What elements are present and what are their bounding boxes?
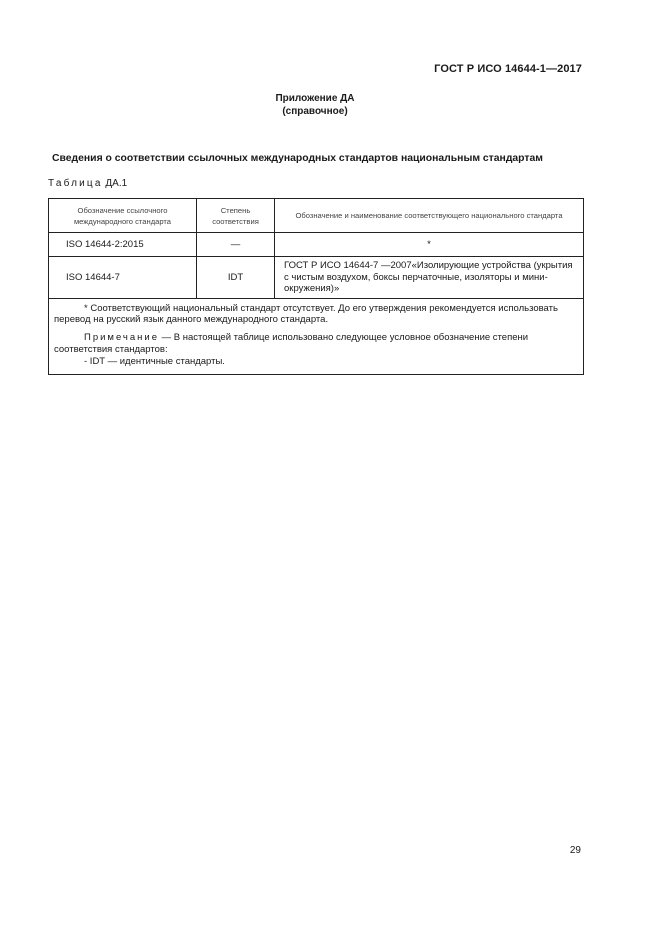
table-note bbox=[54, 332, 578, 356]
annex-title: Приложение ДА bbox=[275, 93, 355, 104]
table-row bbox=[49, 233, 584, 257]
table-footnote: * Соответствующий национальный стандарт отсутствует. До его утверждения рекомендуется использовать перевод на русский язык данного международного стандарта. bbox=[54, 302, 558, 326]
correspondence-table bbox=[48, 198, 584, 375]
note-item: - IDT — идентичные стандарты. bbox=[84, 355, 225, 367]
annex-subtitle: (справочное) bbox=[282, 106, 348, 117]
cell-degree: — bbox=[197, 233, 275, 257]
table-caption-word: Таблица bbox=[48, 178, 103, 189]
note-text: — В настоящей таблице использовано следующее условное обозначение степени соответствия стандартов: bbox=[54, 332, 529, 355]
cell-national-standard: * bbox=[275, 233, 584, 257]
document-id: ГОСТ Р ИСО 14644-1—2017 bbox=[434, 63, 582, 75]
page-number: 29 bbox=[569, 845, 581, 856]
annex-heading bbox=[0, 92, 630, 118]
section-title: Сведения о соответствии ссылочных международных стандартов национальным стандартам bbox=[52, 153, 543, 164]
table-notes bbox=[49, 298, 584, 375]
table-caption-number: ДА.1 bbox=[105, 178, 128, 189]
cell-ref-standard: ISO 14644-7 bbox=[49, 257, 197, 299]
table-notes-row bbox=[49, 298, 584, 375]
table-header-row bbox=[49, 199, 584, 233]
note-label: Примечание bbox=[84, 332, 159, 344]
header-degree: Степень соответствия bbox=[197, 199, 275, 233]
cell-degree: IDT bbox=[197, 257, 275, 299]
cell-ref-standard: ISO 14644-2:2015 bbox=[49, 233, 197, 257]
header-ref-standard: Обозначение ссылочного международного стандарта bbox=[49, 199, 197, 233]
cell-national-standard: ГОСТ Р ИСО 14644-7 —2007«Изолирующие устройства (укрытия с чистым воздухом, боксы перчаточные, изоляторы и мини-окружения)» bbox=[275, 257, 584, 299]
table-caption bbox=[48, 178, 127, 189]
header-national-standard: Обозначение и наименование соответствующего национального стандарта bbox=[275, 199, 584, 233]
table-row bbox=[49, 257, 584, 299]
